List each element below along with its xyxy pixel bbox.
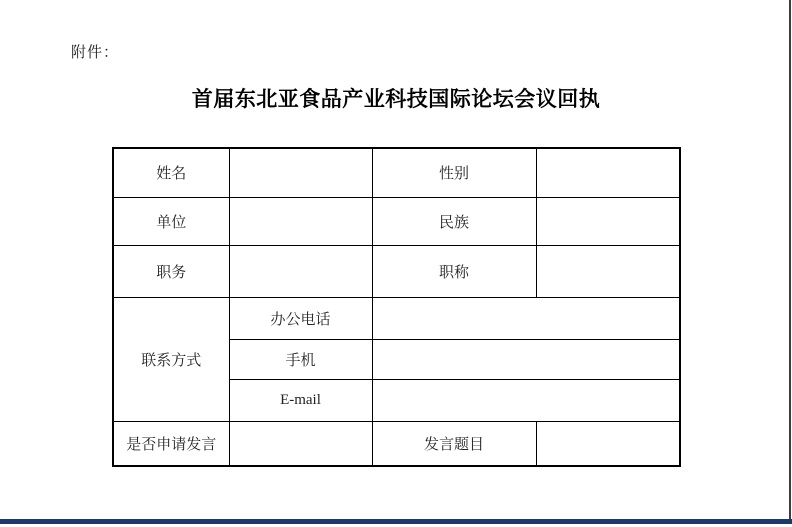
table-row <box>113 245 680 297</box>
organization-value-cell[interactable] <box>229 197 372 245</box>
table-row <box>113 148 680 197</box>
table-row <box>113 421 680 466</box>
form-title: 首届东北亚食品产业科技国际论坛会议回执 <box>191 87 601 111</box>
ethnicity-label-cell: 民族 <box>372 197 536 245</box>
bottom-window-edge-bar <box>0 519 792 524</box>
apply-to-speak-label-cell: 是否申请发言 <box>113 421 229 466</box>
name-value-cell[interactable] <box>229 148 372 197</box>
professional-title-value-cell[interactable] <box>536 245 680 297</box>
position-value-cell[interactable] <box>229 245 372 297</box>
ethnicity-value-cell[interactable] <box>536 197 680 245</box>
mobile-phone-value-cell[interactable] <box>372 339 680 379</box>
organization-label-cell: 单位 <box>113 197 229 245</box>
speech-topic-label-cell: 发言题目 <box>372 421 536 466</box>
speech-topic-value-cell[interactable] <box>536 421 680 466</box>
name-label-cell: 姓名 <box>113 148 229 197</box>
window-right-border <box>789 0 791 520</box>
office-phone-label-cell: 办公电话 <box>229 297 372 339</box>
email-label-cell: E-mail <box>229 379 372 421</box>
professional-title-label-cell: 职称 <box>372 245 536 297</box>
reply-form-table <box>112 147 681 467</box>
contact-method-label-cell: 联系方式 <box>113 297 229 421</box>
gender-label-cell: 性别 <box>372 148 536 197</box>
attachment-label: 附件： <box>71 45 120 61</box>
table-row <box>113 297 680 339</box>
office-phone-value-cell[interactable] <box>372 297 680 339</box>
mobile-phone-label-cell: 手机 <box>229 339 372 379</box>
email-value-cell[interactable] <box>372 379 680 421</box>
table-row <box>113 197 680 245</box>
gender-value-cell[interactable] <box>536 148 680 197</box>
apply-to-speak-value-cell[interactable] <box>229 421 372 466</box>
position-label-cell: 职务 <box>113 245 229 297</box>
